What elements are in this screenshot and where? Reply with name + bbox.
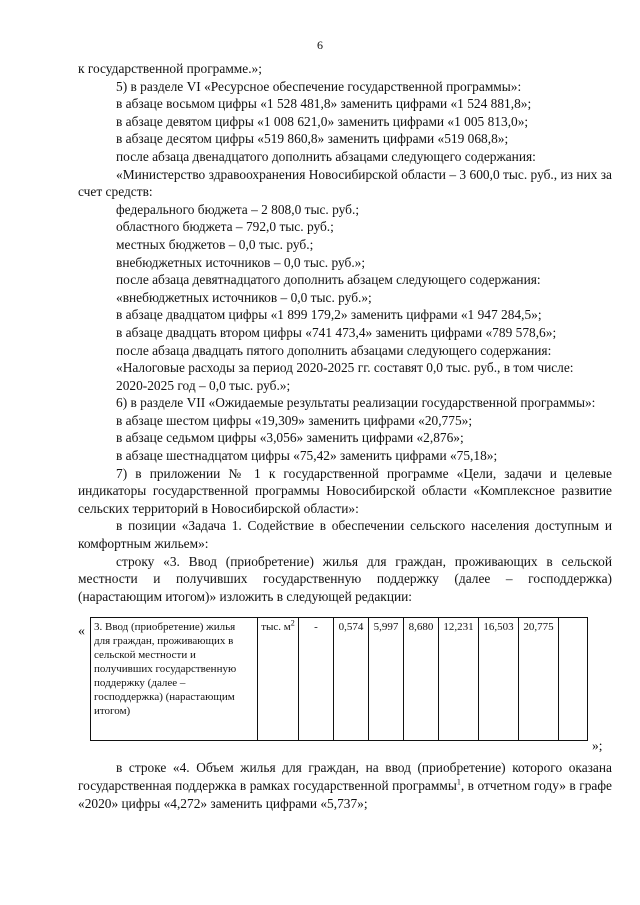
paragraph-7: «Министерство здравоохранения Новосибирской области – 3 600,0 тыс. руб., из них за счет средств: [78,166,612,200]
paragraph-26-text-a: в строке «4. Объем жилья для граждан, на ввод (приобретение) которого оказана государственная поддержка в рамках государственной программы [78,760,612,793]
table-cell-empty [559,618,588,741]
paragraph-6: после абзаца двенадцатого дополнить абзацами следующего содержания: [116,148,536,164]
paragraph-8: федерального бюджета – 2 808,0 тыс. руб.; [116,201,360,217]
table-cell-value: 8,680 [404,618,439,741]
paragraph-12: после абзаца девятнадцатого дополнить абзацем следующего содержания: [116,272,541,288]
paragraph-25: строку «3. Ввод (приобретение) жилья для граждан, проживающих в сельской местности и получивших государственную поддержку (далее – господдержка) (нарастающим итогом)» изложить в следующей редакции: [78,553,612,604]
paragraph-9: областного бюджета – 792,0 тыс. руб.; [116,219,334,235]
paragraph-26-text-b: , в отчетном году» в графе «2020» цифры «4,272» заменить цифрами «5,737»; [78,778,612,811]
replacement-table-block [78,617,612,754]
table-row [91,618,588,741]
table-cell-unit [258,618,299,741]
table-quote-open: « [78,624,85,640]
unit-text: тыс. м [261,621,291,634]
paragraph-15: в абзаце двадцать втором цифры «741 473,4» заменить цифрами «789 578,6»; [116,324,557,340]
table-cell-value: 20,775 [519,618,559,741]
paragraph-3: в абзаце восьмом цифры «1 528 481,8» заменить цифрами «1 524 881,8»; [116,96,532,112]
paragraph-1: к государственной программе.»; [78,61,262,76]
table-quote-close: »; [592,738,603,754]
unit-superscript: 2 [290,618,295,628]
paragraph-23: 7) в приложении № 1 к государственной программе «Цели, задачи и целевые индикаторы государственной программы Новосибирской области «Комплексное развитие сельских территорий в Новосибирской области»: [78,465,612,516]
paragraph-22: в абзаце шестнадцатом цифры «75,42» заменить цифрами «75,18»; [116,448,498,464]
table-cell-value: 0,574 [334,618,369,741]
table-cell-value: - [299,618,334,741]
document-body [78,60,612,812]
paragraph-4: в абзаце девятом цифры «1 008 621,0» заменить цифрами «1 005 813,0»; [116,113,529,129]
paragraph-2: 5) в разделе VI «Ресурсное обеспечение государственной программы»: [116,78,522,94]
footnote-marker: 1 [456,777,461,787]
paragraph-16: после абзаца двадцать пятого дополнить абзацами следующего содержания: [116,342,552,358]
paragraph-13: «внебюджетных источников – 0,0 тыс. руб.»; [116,289,372,305]
page-number: 6 [317,38,323,52]
table-cell-name: 3. Ввод (приобретение) жилья для граждан, проживающих в сельской местности и получивших государственную поддержку (далее – господдержка) (нарастающим итогом) [91,618,258,741]
paragraph-14: в абзаце двадцатом цифры «1 899 179,2» заменить цифрами «1 947 284,5»; [116,307,542,323]
paragraph-18: 2020-2025 год – 0,0 тыс. руб.»; [116,377,291,393]
paragraph-10: местных бюджетов – 0,0 тыс. руб.; [116,236,314,252]
paragraph-11: внебюджетных источников – 0,0 тыс. руб.»; [116,254,366,270]
paragraph-24: в позиции «Задача 1. Содействие в обеспечении сельского населения доступным и комфортным жильем»: [78,518,612,552]
table-cell-value: 12,231 [439,618,479,741]
paragraph-17: «Налоговые расходы за период 2020-2025 гг. составят 0,0 тыс. руб., в том числе: [116,360,574,376]
table-cell-value: 5,997 [369,618,404,741]
replacement-table [90,617,588,741]
paragraph-21: в абзаце седьмом цифры «3,056» заменить цифрами «2,876»; [116,430,464,446]
table-cell-value: 16,503 [479,618,519,741]
paragraph-20: в абзаце шестом цифры «19,309» заменить цифрами «20,775»; [116,412,473,428]
paragraph-5: в абзаце десятом цифры «519 860,8» заменить цифрами «519 068,8»; [116,131,509,147]
paragraph-26 [78,759,612,812]
paragraph-19: 6) в разделе VII «Ожидаемые результаты реализации государственной программы»: [116,395,596,411]
